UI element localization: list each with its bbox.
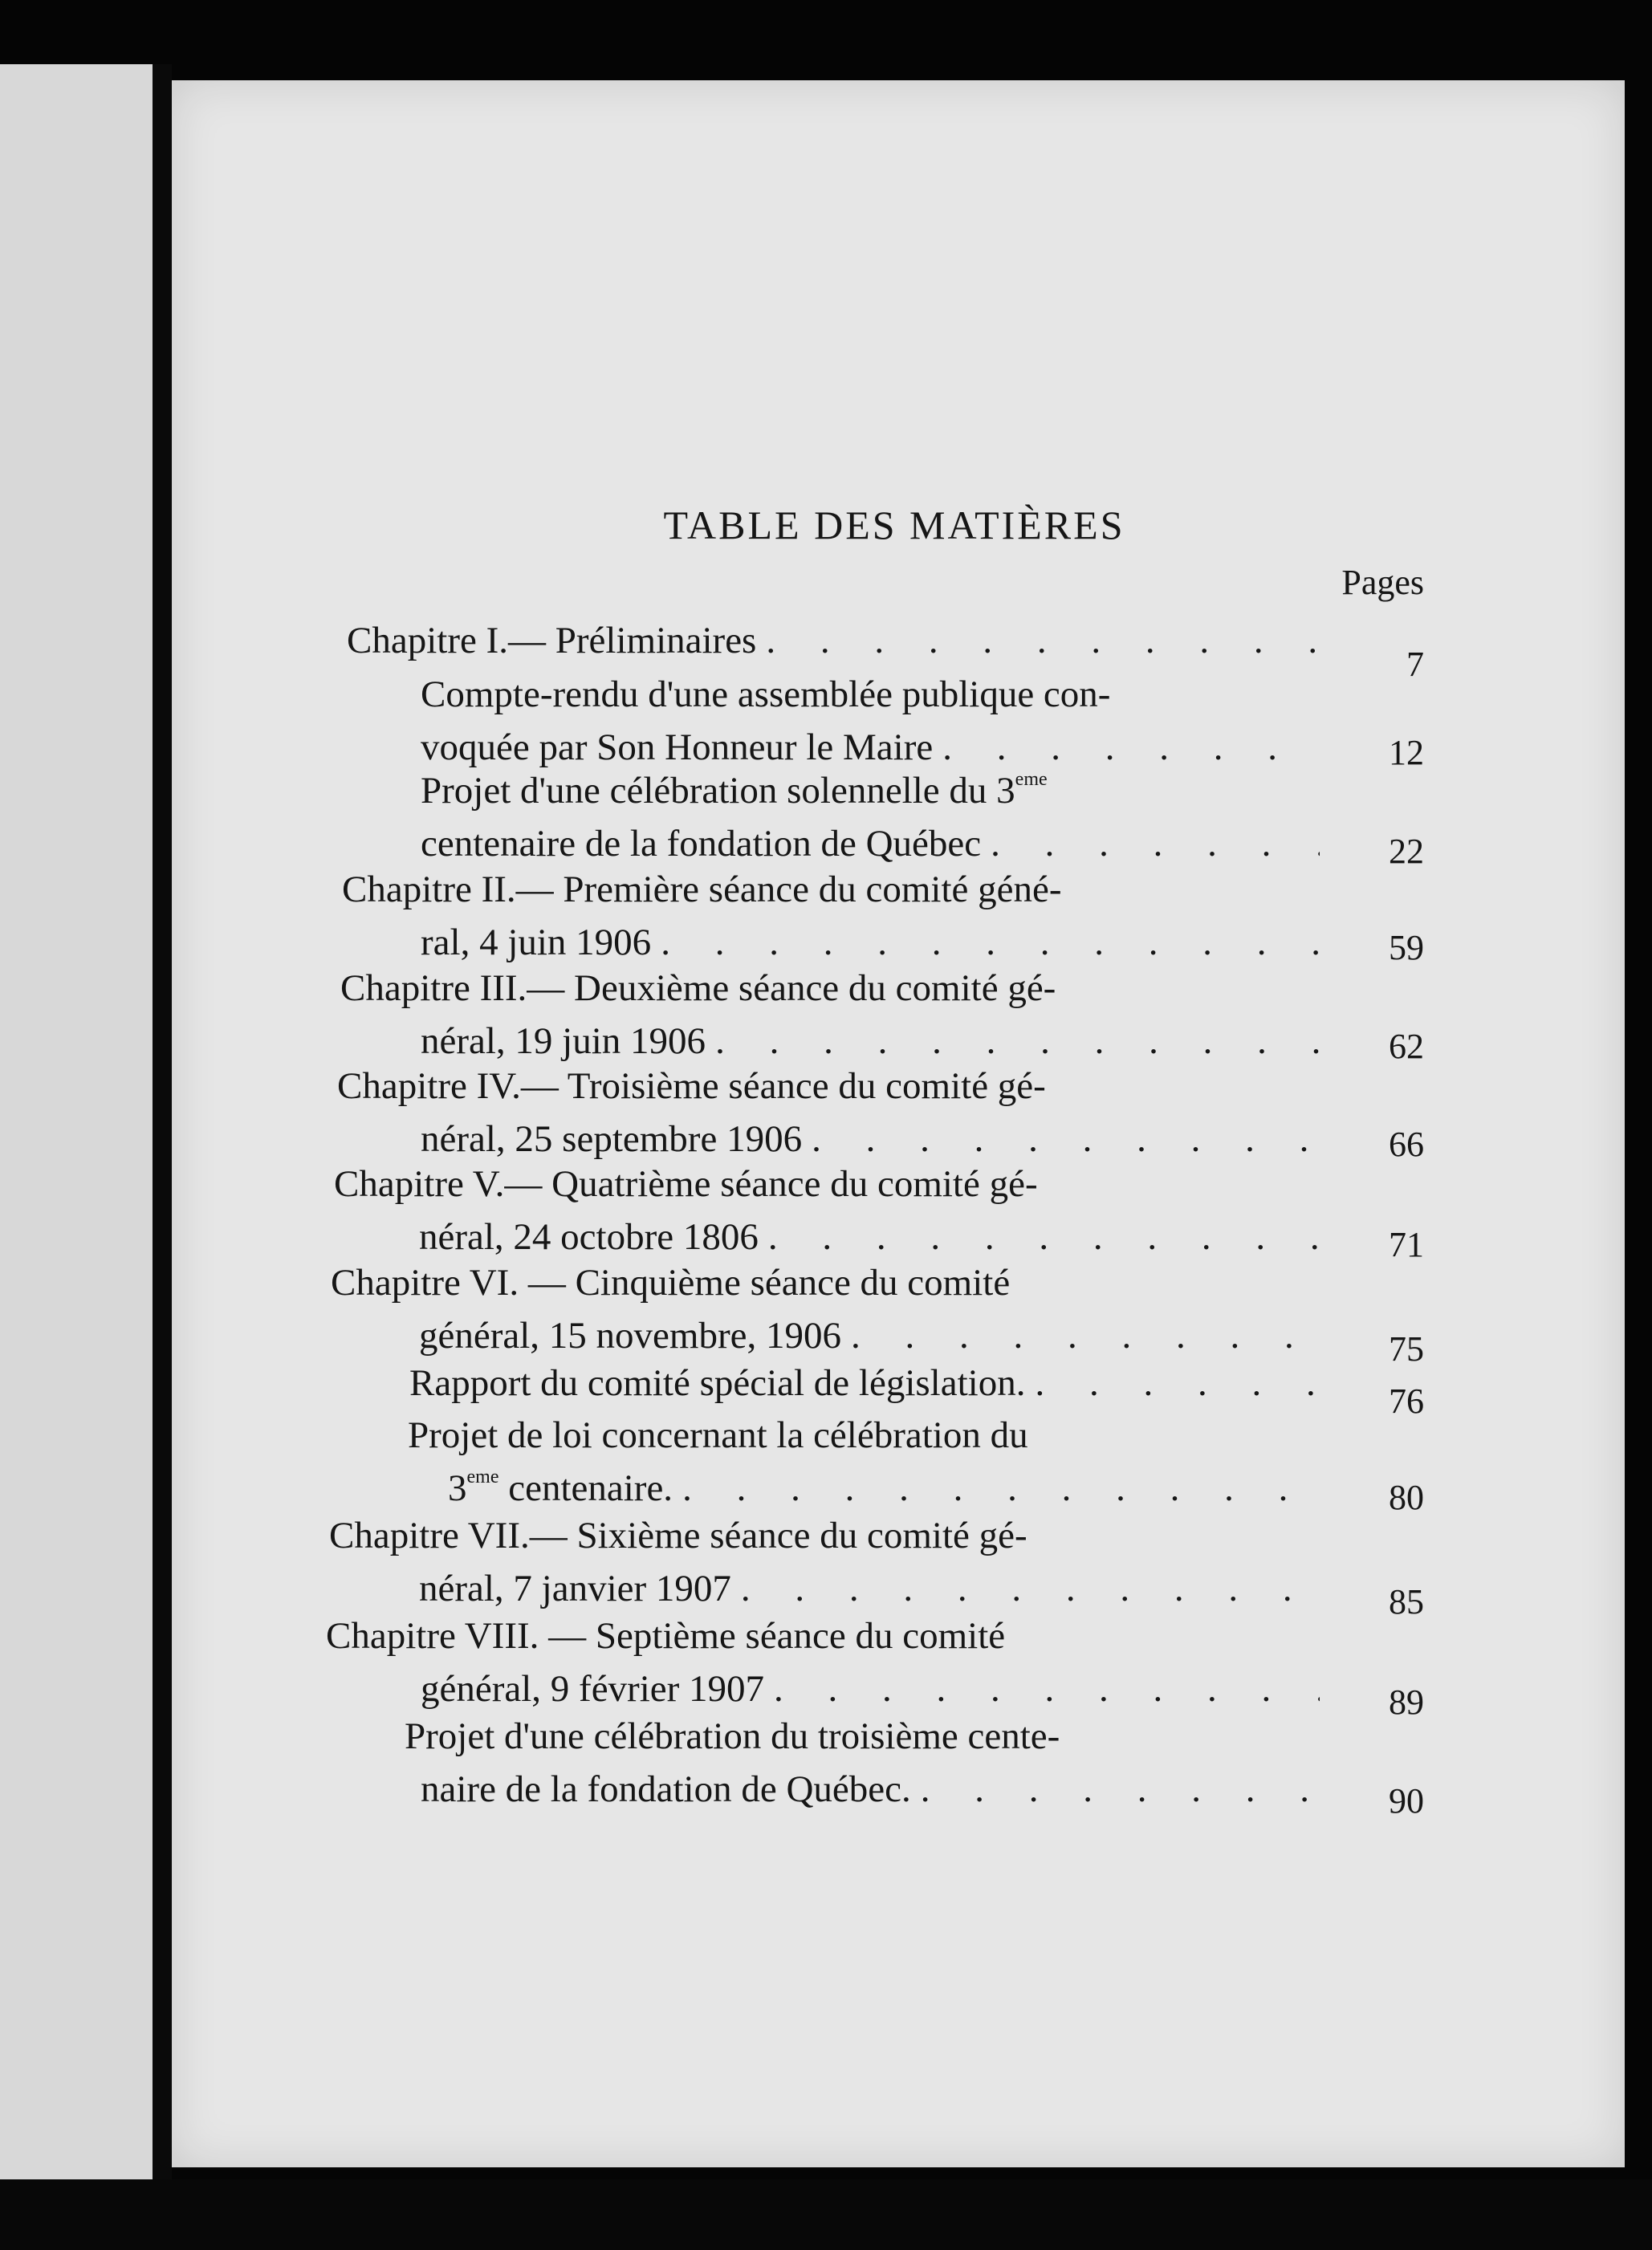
entry-text: Projet de loi concernant la célébration du [408,1414,1028,1456]
book-binding [153,64,172,2191]
entry-text: Chapitre V.— Quatrième séance du comité gé- [334,1163,1038,1205]
facing-page-edge [0,64,153,2183]
entry-text: néral, 25 septembre 1906 [421,1118,803,1160]
ordinal-number: 3 [448,1467,467,1509]
entry-page-number: 12 [1389,733,1424,772]
entry-page-number: 62 [1389,1027,1424,1066]
pages-column-label: Pages [1341,563,1424,602]
entry-page-number: 76 [1389,1381,1424,1421]
entry-text: néral, 24 octobre 1806 [419,1216,759,1258]
entry-text: Chapitre II.— Première séance du comité géné- [342,869,1062,910]
entry-text: général, 15 novembre, 1906 [419,1315,841,1357]
entry-text: Chapitre III.— Deuxième séance du comité gé- [340,967,1056,1009]
ordinal-superscript: eme [1015,769,1048,790]
entry-text: néral, 7 janvier 1907 [419,1568,731,1609]
entry-text: Compte-rendu d'une assemblée publique con- [421,673,1111,715]
entry-text: Chapitre IV.— Troisième séance du comité gé- [337,1065,1046,1107]
entry-text: Projet d'une célébration du troisième cente- [405,1715,1060,1757]
entry-text: Chapitre VIII. — Septième séance du comité [326,1615,1006,1657]
table-of-contents [172,80,1625,2167]
entry-page-number: 59 [1389,928,1424,967]
entry-text: ral, 4 juin 1906 [421,922,652,963]
entry-text: Projet d'une célébration solennelle du [421,770,987,812]
entry-page-number: 85 [1389,1582,1424,1621]
page-title: TABLE DES MATIÈRES [663,502,1125,547]
entry-page-number: 22 [1389,832,1424,871]
entry-text: Rapport du comité spécial de législation. [409,1362,1026,1404]
entry-text: Chapitre VII.— Sixième séance du comité gé- [329,1515,1027,1556]
entry-text: Chapitre VI. — Cinquième séance du comité [331,1262,1011,1304]
entry-page-number: 80 [1389,1478,1424,1517]
entry-text: centenaire. [508,1467,673,1509]
entry-text: général, 9 février 1907 [421,1668,765,1710]
entry-text: centenaire de la fondation de Québec [421,823,982,865]
entry-page-number: 66 [1389,1125,1424,1164]
scan-bottom-edge [0,2179,1652,2250]
entry-text: voquée par Son Honneur le Maire [421,726,934,768]
entry-page-number: 71 [1389,1225,1424,1264]
entry-text: naire de la fondation de Québec. [421,1768,911,1810]
book-page [172,80,1625,2167]
entry-page-number: 75 [1389,1329,1424,1369]
entry-page-number: 89 [1389,1682,1424,1722]
ordinal-superscript: eme [466,1467,499,1487]
ordinal-number: 3 [996,770,1015,812]
entry-text: Chapitre I.— Préliminaires [347,620,757,661]
entry-page-number: 90 [1389,1781,1424,1821]
entry-page-number: 7 [1406,645,1424,684]
entry-text: néral, 19 juin 1906 [421,1020,706,1062]
